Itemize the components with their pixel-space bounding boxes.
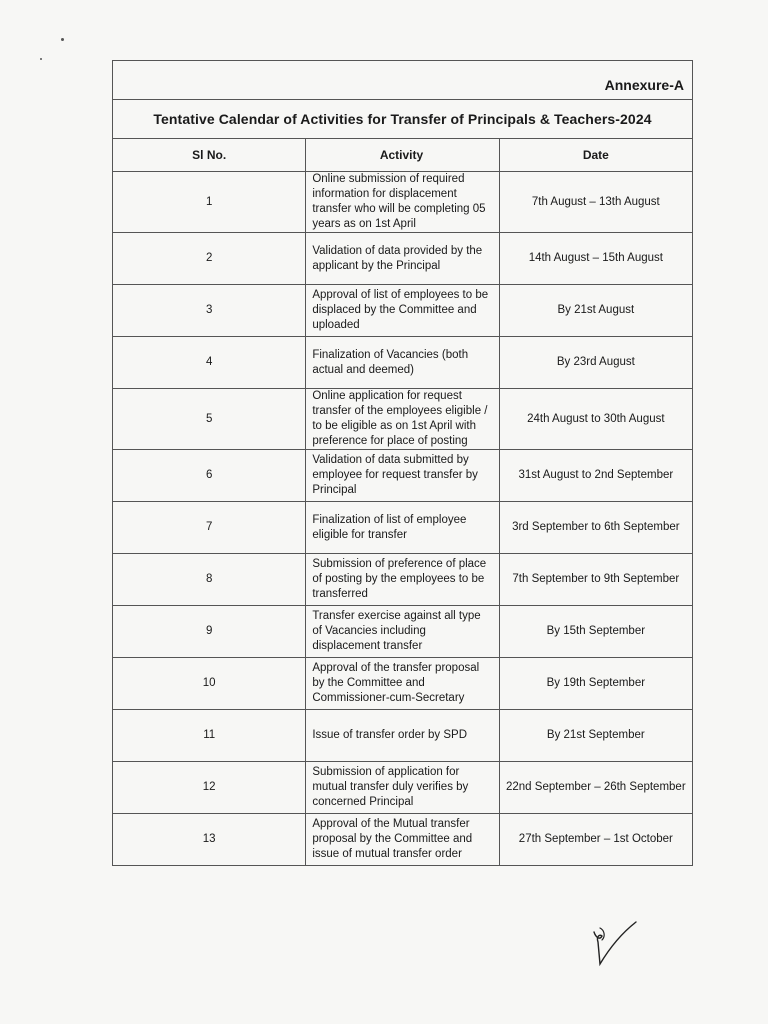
annexure-row xyxy=(113,61,693,100)
header-sl-no: Sl No. xyxy=(113,139,306,172)
activity-cell: Issue of transfer order by SPD xyxy=(306,710,499,762)
title-row xyxy=(113,100,693,139)
date-cell: 27th September – 1st October xyxy=(499,814,692,866)
date-cell: 7th August – 13th August xyxy=(499,172,692,233)
table-row xyxy=(113,606,693,658)
header-date: Date xyxy=(499,139,692,172)
date-cell: 31st August to 2nd September xyxy=(499,450,692,502)
sl-number: 1 xyxy=(113,172,306,233)
sl-number: 13 xyxy=(113,814,306,866)
activity-cell: Validation of data provided by the applicant by the Principal xyxy=(306,233,499,285)
activity-cell: Submission of application for mutual transfer duly verifies by concerned Principal xyxy=(306,762,499,814)
sl-number: 5 xyxy=(113,389,306,450)
table-row xyxy=(113,172,693,233)
activity-cell: Approval of the Mutual transfer proposal by the Committee and issue of mutual transfer order xyxy=(306,814,499,866)
scan-speck xyxy=(61,38,64,41)
table-row xyxy=(113,450,693,502)
sl-number: 8 xyxy=(113,554,306,606)
sl-number: 2 xyxy=(113,233,306,285)
scan-speck xyxy=(40,58,42,60)
table-row xyxy=(113,554,693,606)
table-row xyxy=(113,285,693,337)
activity-cell: Approval of the transfer proposal by the Committee and Commissioner-cum-Secretary xyxy=(306,658,499,710)
table-row xyxy=(113,658,693,710)
table-row xyxy=(113,233,693,285)
sl-number: 12 xyxy=(113,762,306,814)
activity-cell: Finalization of list of employee eligible for transfer xyxy=(306,502,499,554)
table-header-row xyxy=(113,139,693,172)
activity-cell: Submission of preference of place of posting by the employees to be transferred xyxy=(306,554,499,606)
header-activity: Activity xyxy=(306,139,499,172)
document-title: Tentative Calendar of Activities for Transfer of Principals & Teachers-2024 xyxy=(113,100,693,139)
sl-number: 9 xyxy=(113,606,306,658)
sl-number: 3 xyxy=(113,285,306,337)
activity-calendar-table xyxy=(112,60,693,866)
activity-cell: Validation of data submitted by employee for request transfer by Principal xyxy=(306,450,499,502)
table-row xyxy=(113,337,693,389)
sl-number: 10 xyxy=(113,658,306,710)
activity-cell: Transfer exercise against all type of Vacancies including displacement transfer xyxy=(306,606,499,658)
activity-cell: Approval of list of employees to be displaced by the Committee and uploaded xyxy=(306,285,499,337)
date-cell: 7th September to 9th September xyxy=(499,554,692,606)
table-row xyxy=(113,762,693,814)
sl-number: 6 xyxy=(113,450,306,502)
activity-cell: Online submission of required information for displacement transfer who will be completing 05 years as on 1st April xyxy=(306,172,499,233)
date-cell: 14th August – 15th August xyxy=(499,233,692,285)
table-row xyxy=(113,502,693,554)
date-cell: By 21st September xyxy=(499,710,692,762)
activity-cell: Finalization of Vacancies (both actual and deemed) xyxy=(306,337,499,389)
table-body xyxy=(113,172,693,866)
sl-number: 7 xyxy=(113,502,306,554)
date-cell: By 15th September xyxy=(499,606,692,658)
table-row xyxy=(113,389,693,450)
activity-cell: Online application for request transfer of the employees eligible / to be eligible as on 1st April with preference for place of posting xyxy=(306,389,499,450)
date-cell: 22nd September – 26th September xyxy=(499,762,692,814)
signature-mark xyxy=(588,918,640,970)
date-cell: 24th August to 30th August xyxy=(499,389,692,450)
date-cell: By 23rd August xyxy=(499,337,692,389)
sl-number: 11 xyxy=(113,710,306,762)
date-cell: By 19th September xyxy=(499,658,692,710)
date-cell: 3rd September to 6th September xyxy=(499,502,692,554)
date-cell: By 21st August xyxy=(499,285,692,337)
table-row xyxy=(113,710,693,762)
sl-number: 4 xyxy=(113,337,306,389)
annexure-label: Annexure-A xyxy=(113,61,693,100)
table-row xyxy=(113,814,693,866)
